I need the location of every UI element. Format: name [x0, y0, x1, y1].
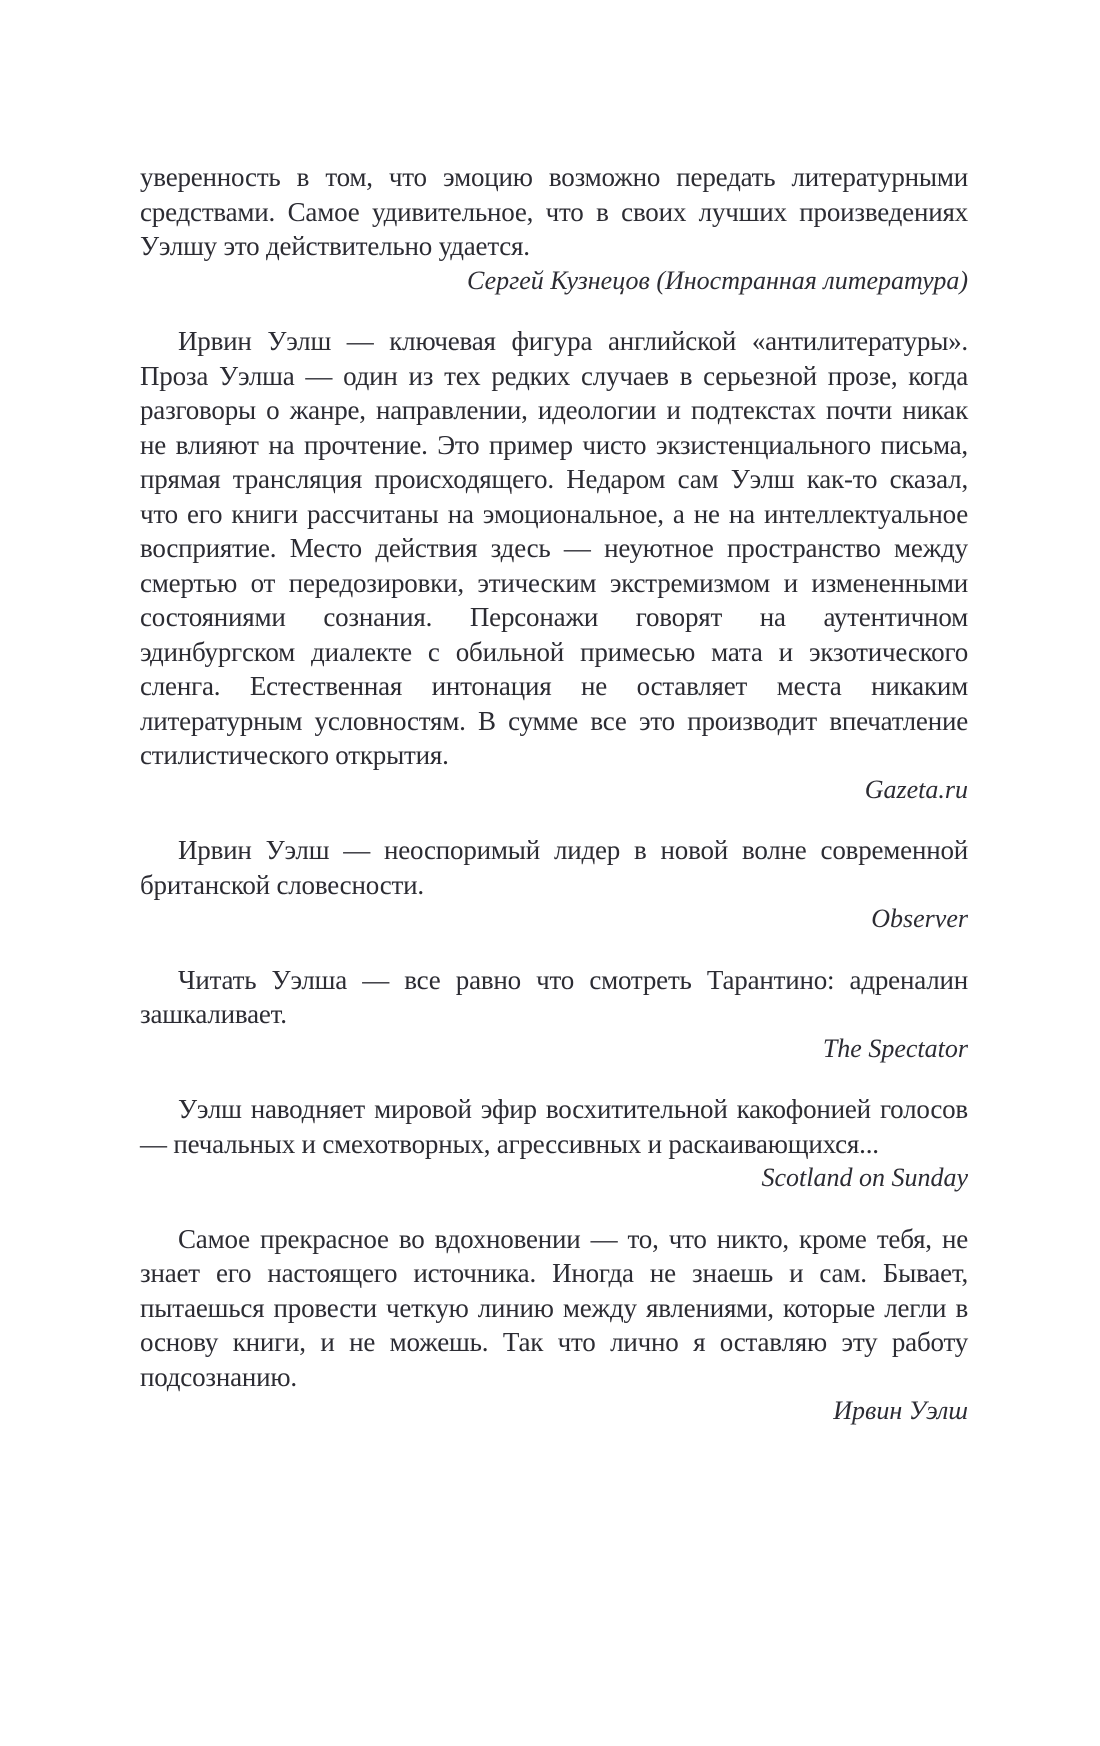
quote-block [140, 160, 968, 298]
quote-block [140, 963, 968, 1067]
quote-block [140, 1092, 968, 1196]
quote-paragraph: Читать Уэлша — все равно что смотреть Тарантино: адреналин зашкаливает. [140, 964, 968, 1029]
quote-attribution: Scotland on Sunday [761, 1163, 968, 1192]
quote-attribution: Сергей Кузнецов (Иностранная литература) [467, 265, 968, 295]
quote-paragraph: уверенность в том, что эмоцию возможно передать литературными средствами. Самое удивительное, что в своих лучших произведениях Уэлшу это действительно удается. [140, 162, 968, 261]
quote-attribution: Observer [871, 904, 968, 933]
quote-attribution: The Spectator [822, 1033, 968, 1063]
quote-block [140, 324, 968, 807]
quote-block [140, 833, 968, 937]
quote-attribution: Gazeta.ru [864, 774, 968, 804]
quote-block [140, 1222, 968, 1429]
quote-paragraph: Ирвин Уэлш — неоспоримый лидер в новой волне современной британской словесности. [140, 835, 968, 900]
review-quotes-block [140, 160, 968, 1455]
quote-paragraph: Самое прекрасное во вдохновении — то, что никто, кроме тебя, не знает его настоящего источника. Иногда не знаешь и сам. Бывает, пытаешься провести четкую линию между явлениями, которые легли в основу книги, и не можешь. Так что лично я оставляю эту работу подсознанию. [140, 1223, 968, 1392]
quote-paragraph: Уэлш наводняет мировой эфир восхитительной какофонией голосов — печальных и смехотворных, агрессивных и раскаивающихся... [140, 1094, 968, 1159]
quote-paragraph: Ирвин Уэлш — ключевая фигура английской «антилитературы». Проза Уэлша — один из тех редких случаев в серьезной прозе, когда разговоры о жанре, направлении, идеологии и подтекстах почти никак не влияют на прочтение. Это пример чисто экзистенциального письма, прямая трансляция происходящего. Недаром сам Уэлш как-то сказал, что его книги рассчитаны на эмоциональное, а не на интеллектуальное восприятие. Место действия здесь — неуютное пространство между смертью от передозировки, этическим экстремизмом и измененными состояниями сознания. Персонажи говорят на аутентичном эдинбургском диалекте с обильной примесью мата и экзотического сленга. Естественная интонация не оставляет места никаким литературным условностям. В сумме все это производит впечатление стилистического открытия. [140, 326, 968, 770]
quote-attribution: Ирвин Уэлш [833, 1396, 968, 1425]
